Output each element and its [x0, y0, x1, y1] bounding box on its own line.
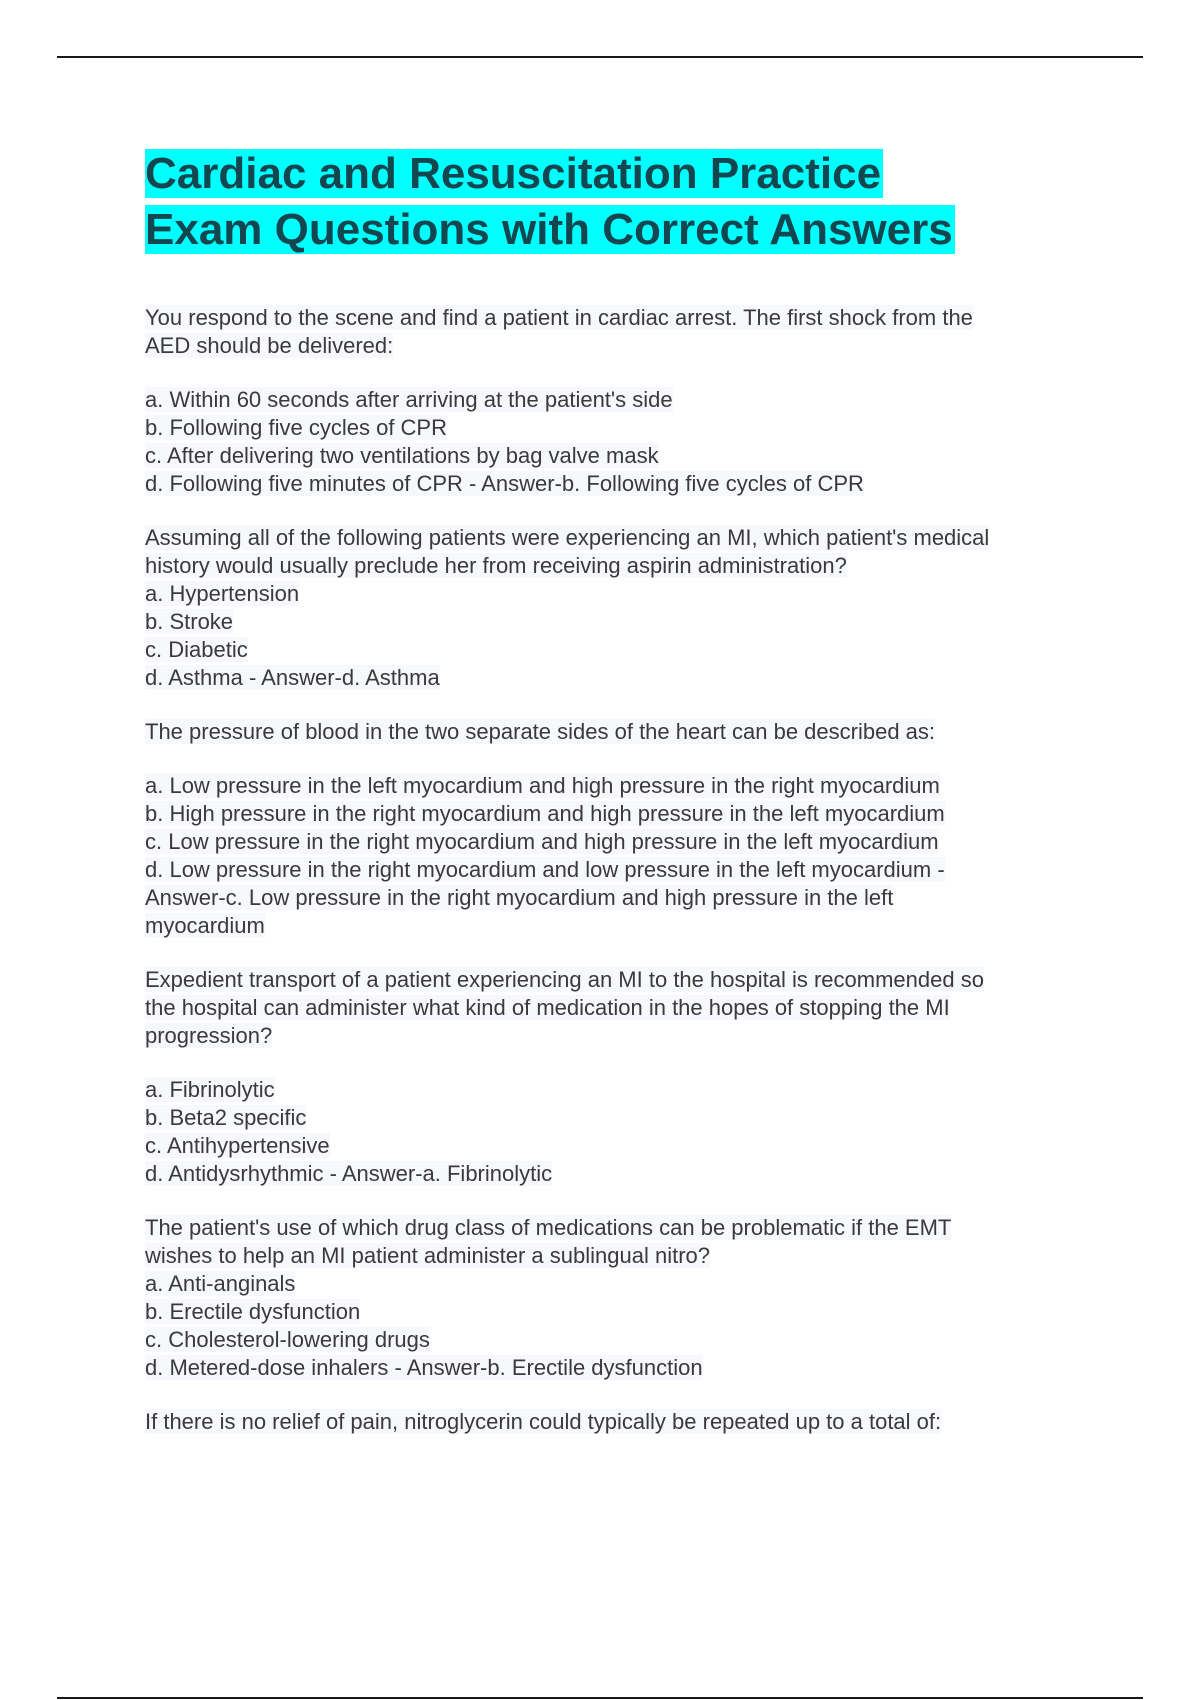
answer-option: myocardium: [145, 913, 265, 938]
answer-option-line: [145, 800, 1085, 828]
question-text-line: [145, 718, 1085, 746]
question-list: [145, 304, 1085, 1436]
answer-option: a. Low pressure in the left myocardium and high pressure in the right myocardium: [145, 773, 940, 798]
top-rule: [57, 56, 1143, 58]
answer-option-line: [145, 1076, 1085, 1104]
answer-option: a. Fibrinolytic: [145, 1077, 275, 1102]
question-text-line: [145, 966, 1085, 994]
answer-option-line: [145, 856, 1085, 884]
answer-option-line: [145, 1298, 1085, 1326]
question-block: [145, 304, 1085, 498]
answer-option-line: [145, 664, 1085, 692]
answer-option-line: [145, 414, 1085, 442]
title-line-1: Cardiac and Resuscitation Practice: [145, 149, 882, 198]
question-text-line: [145, 552, 1085, 580]
page-title: [145, 146, 1085, 258]
answer-option-line: [145, 1132, 1085, 1160]
question-text-line: [145, 524, 1085, 552]
question-text: Expedient transport of a patient experiencing an MI to the hospital is recommended so: [145, 967, 984, 992]
question-text-line: [145, 994, 1085, 1022]
question-block: [145, 718, 1085, 940]
title-line-2: Exam Questions with Correct Answers: [145, 205, 953, 254]
question-text: If there is no relief of pain, nitroglycerin could typically be repeated up to a total of:: [145, 1409, 942, 1434]
question-text: The patient's use of which drug class of medications can be problematic if the EMT: [145, 1215, 952, 1240]
answer-option-line: [145, 580, 1085, 608]
answer-option-line: [145, 772, 1085, 800]
answer-option: d. Metered-dose inhalers - Answer-b. Erectile dysfunction: [145, 1355, 703, 1380]
document-body: [145, 146, 1085, 1436]
question-text: progression?: [145, 1023, 273, 1048]
spacer: [145, 1050, 1085, 1076]
answer-option: d. Following five minutes of CPR - Answer-b. Following five cycles of CPR: [145, 471, 864, 496]
answer-option: a. Within 60 seconds after arriving at the patient's side: [145, 387, 673, 412]
spacer: [145, 746, 1085, 772]
question-block: [145, 966, 1085, 1188]
answer-option: b. Beta2 specific: [145, 1105, 307, 1130]
answer-option-line: [145, 828, 1085, 856]
answer-option-line: [145, 1270, 1085, 1298]
answer-option-line: [145, 884, 1085, 912]
question-text-line: [145, 332, 1085, 360]
answer-option: d. Low pressure in the right myocardium and low pressure in the left myocardium -: [145, 857, 945, 882]
question-text: AED should be delivered:: [145, 333, 394, 358]
question-text-line: [145, 1214, 1085, 1242]
answer-option: b. High pressure in the right myocardium and high pressure in the left myocardium: [145, 801, 945, 826]
answer-option: c. Cholesterol-lowering drugs: [145, 1327, 430, 1352]
answer-option: d. Antidysrhythmic - Answer-a. Fibrinolytic: [145, 1161, 553, 1186]
answer-option: d. Asthma - Answer-d. Asthma: [145, 665, 440, 690]
question-text: wishes to help an MI patient administer a sublingual nitro?: [145, 1243, 710, 1268]
answer-option: b. Erectile dysfunction: [145, 1299, 361, 1324]
question-text-line: [145, 1408, 1085, 1436]
answer-option: b. Stroke: [145, 609, 234, 634]
answer-option: b. Following five cycles of CPR: [145, 415, 447, 440]
answer-option: c. Low pressure in the right myocardium and high pressure in the left myocardium: [145, 829, 939, 854]
question-text: Assuming all of the following patients were experiencing an MI, which patient's medical: [145, 525, 990, 550]
answer-option-line: [145, 636, 1085, 664]
answer-option-line: [145, 470, 1085, 498]
question-text-line: [145, 304, 1085, 332]
answer-option-line: [145, 442, 1085, 470]
answer-option: a. Hypertension: [145, 581, 300, 606]
question-block: [145, 1214, 1085, 1382]
answer-option-line: [145, 1354, 1085, 1382]
answer-option: c. After delivering two ventilations by bag valve mask: [145, 443, 659, 468]
answer-option-line: [145, 1104, 1085, 1132]
question-text-line: [145, 1022, 1085, 1050]
answer-option: c. Diabetic: [145, 637, 248, 662]
bottom-rule: [57, 1697, 1143, 1699]
answer-option-line: [145, 608, 1085, 636]
answer-option: a. Anti-anginals: [145, 1271, 296, 1296]
answer-option-line: [145, 386, 1085, 414]
question-text: the hospital can administer what kind of medication in the hopes of stopping the MI: [145, 995, 950, 1020]
question-block: [145, 524, 1085, 692]
question-text: The pressure of blood in the two separate sides of the heart can be described as:: [145, 719, 936, 744]
question-text: You respond to the scene and find a patient in cardiac arrest. The first shock from the: [145, 305, 973, 330]
question-block: [145, 1408, 1085, 1436]
question-text-line: [145, 1242, 1085, 1270]
answer-option: c. Antihypertensive: [145, 1133, 330, 1158]
answer-option: Answer-c. Low pressure in the right myocardium and high pressure in the left: [145, 885, 894, 910]
answer-option-line: [145, 912, 1085, 940]
spacer: [145, 360, 1085, 386]
answer-option-line: [145, 1160, 1085, 1188]
answer-option-line: [145, 1326, 1085, 1354]
question-text: history would usually preclude her from receiving aspirin administration?: [145, 553, 847, 578]
